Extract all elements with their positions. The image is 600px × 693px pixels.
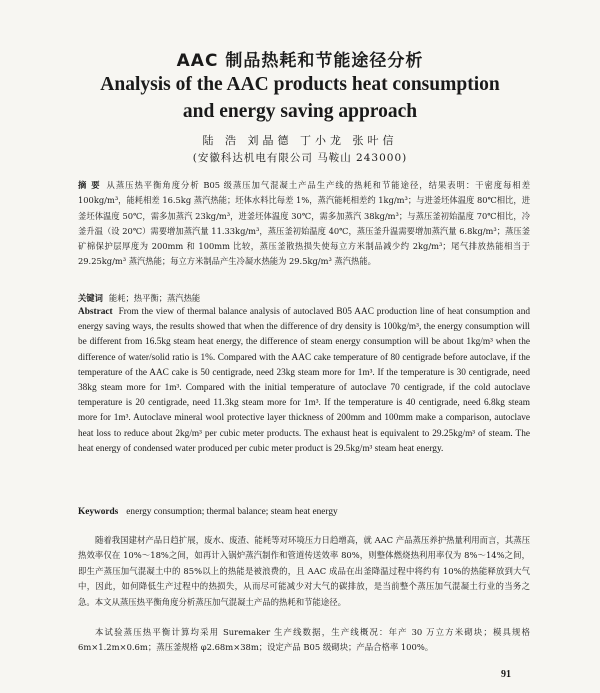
chinese-title: AAC 制品热耗和节能途径分析 bbox=[176, 51, 424, 71]
body-paragraph-2: 本试验蒸压热平衡计算均采用 Suremaker 生产线数据，生产线概况：年产 30 万立方米砌块；模具规格 6m×1.2m×0.6m；蒸压釜规格 φ2.68m×38m；设定产品 B05 级砌块；产品合格率 100%。 bbox=[78, 627, 530, 653]
chinese-abstract-label: 摘 要 bbox=[78, 180, 101, 190]
english-title-line-1: Analysis of the AAC products heat consumption bbox=[100, 74, 500, 95]
english-keywords-label: Keywords bbox=[78, 507, 119, 517]
authors: 陆 浩 刘晶德 丁小龙 张叶信 bbox=[202, 134, 398, 147]
english-keywords-text: energy consumption; thermal balance; steam heat energy bbox=[126, 507, 338, 517]
chinese-abstract bbox=[78, 178, 530, 270]
english-abstract-text: From the view of thermal balance analysis of autoclaved B05 AAC production line of heat consumption and energy saving ways, the results showed that when the difference of dry density is 100kg/m³, the energy consumption will be different from 16.5kg steam heat energy, the difference of steam energy consumption will be about 1kg/m³ when the difference of water/solid ratio is 1%. Compared with the AAC cake temperature of 80 centigrade before autoclave, if the temperature of the AAC cake is 50 centigrade, need 23kg steam more for 1m³. If the temperature is 30 centigrade, need 38kg steam more for 1m³. Compared with the initial temperature of autoclave 70 centigrade, if the cold autoclave temperature is 20 centigrade, need 11.3kg steam more for 1m³. If the temperature is 40 centigrade, need 6.8kg steam more for 1m³. Autoclave mineral wool protective layer thickness of 200mm and 100mm make a comparison, autoclave heat loss to reduce about 2kg/m³ per cubic meter products. The exhaust heat is equivalent to 29.25kg/m³ of steam. The heat energy of condensed water produced per cubic meter product is 29.5kg/m³ steam heat energy. bbox=[78, 307, 530, 454]
chinese-abstract-text: 从蒸压热平衡角度分析 B05 级蒸压加气混凝土产品生产线的热耗和节能途径，结果表明：干密度每相差 100kg/m³，能耗相差 16.5kg 蒸汽热能；坯体水料比每差 1%，蒸汽能耗相差约 1kg/m³；与进釜坯体温度 80℃相比，进釜坯体温度 50℃，需多加蒸汽 23kg/m³，进釜坯体温度 30℃，需多加蒸汽 38kg/m³；与蒸压釜初始温度 70℃相比，冷釜升温（设 20℃）需要增加蒸汽量 11.33kg/m³，蒸压釜初始温度 40℃，蒸压釜升温需要增加蒸汽量 6.8kg/m³；蒸压釜矿棉保护层厚度为 200mm 和 100mm 比较，蒸压釜散热损失使每立方米制品减少约 2kg/m³；尾气排放热能相当于 29.25kg/m³ 蒸汽热能；每立方米制品产生冷凝水热能为 29.5kg/m³ 蒸汽热能。 bbox=[78, 180, 531, 267]
body-paragraph-1: 随着我国建材产品日趋扩展，废水、废渣、能耗等对环境压力日趋增高，就 AAC 产品蒸压养护热量利用而言，其蒸压热效率仅在 10%～18%之间，如再计入锅炉蒸汽制作和管道传送效率 80%，则整体燃烧热利用率仅为 8%～14%之间，即生产蒸压加气混凝土中的 85%以上的热能是被浪费的，且 AAC 成品在出釜降温过程中将约有 10%的热能释放到大气中，因此，如何降低生产过程中的热损失，从而尽可能减少对大气的碳排放，是当前整个蒸压加气混凝土行业的当务之急。本文从蒸压热平衡角度分析蒸压加气混凝土产品的热耗和节能途径。 bbox=[78, 535, 530, 607]
english-title-line-2: and energy saving approach bbox=[182, 101, 418, 122]
page-number: 91 bbox=[501, 669, 511, 680]
english-abstract-label: Abstract bbox=[78, 307, 113, 317]
chinese-keywords-label: 关键词 bbox=[78, 293, 103, 303]
chinese-keywords-text: 能耗；热平衡；蒸汽热能 bbox=[108, 293, 201, 303]
english-keywords bbox=[78, 505, 530, 520]
english-abstract bbox=[78, 305, 530, 457]
chinese-keywords bbox=[78, 291, 530, 306]
affiliation: (安徽科达机电有限公司 马鞍山 243000) bbox=[192, 152, 408, 164]
